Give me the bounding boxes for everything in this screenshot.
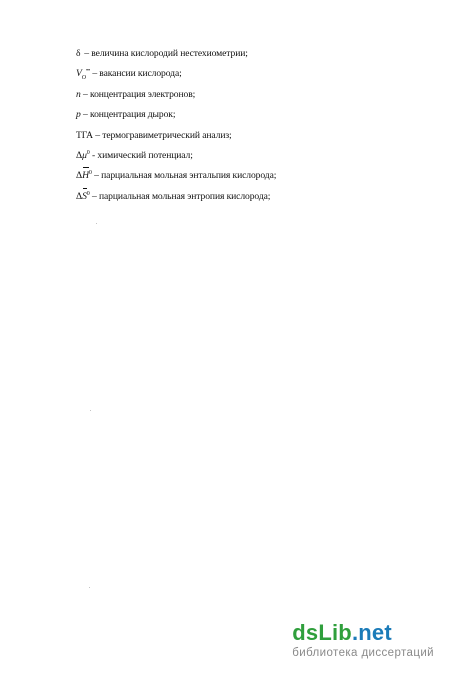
abbreviation-definition: – вакансии кислорода; — [90, 68, 182, 80]
scan-speck — [89, 587, 90, 588]
watermark-logo-part2: .net — [351, 620, 392, 645]
scan-speck — [90, 410, 91, 411]
abbreviation-delta — [76, 44, 436, 64]
abbreviation-tga — [76, 126, 436, 146]
abbreviation-definition: – парциальная мольная энтропия кислорода; — [89, 190, 271, 202]
abbreviation-definition: – концентрация дырок; — [80, 109, 176, 121]
abbreviation-definition: – термогравиметрический анализ; — [93, 129, 232, 141]
abbreviation-symbol: δ — [76, 48, 81, 59]
abbreviation-oxygen-vacancy — [76, 64, 436, 84]
abbreviation-symbol-main: μ — [82, 150, 87, 162]
abbreviation-symbol-prefix: Δ — [76, 170, 83, 182]
abbreviation-symbol: p — [76, 109, 81, 121]
watermark-subtitle: библиотека диссертаций — [292, 647, 434, 659]
abbreviation-definition: - химический потенциал; — [89, 150, 193, 162]
abbreviation-entropy — [76, 187, 436, 207]
abbreviation-list — [76, 44, 436, 207]
abbreviation-definition: – величина кислородий нестехиометрии; — [82, 48, 248, 59]
abbreviation-symbol-prefix: Δ — [76, 190, 83, 202]
abbreviation-enthalpy — [76, 166, 436, 186]
abbreviation-symbol-sup: •• — [86, 68, 91, 75]
abbreviation-definition: – парциальная мольная энтальпия кислорода; — [91, 170, 277, 182]
abbreviation-symbol-sup: 0 — [86, 150, 90, 157]
abbreviation-p — [76, 105, 436, 125]
abbreviation-symbol-main: H — [82, 166, 89, 186]
watermark-logo — [292, 622, 434, 644]
abbreviation-symbol-prefix: Δ — [76, 150, 83, 162]
abbreviation-symbol-sup: 0 — [86, 190, 90, 197]
abbreviation-symbol-main: S — [82, 187, 87, 207]
abbreviation-symbol-sup: 0 — [88, 170, 92, 177]
abbreviation-symbol-sub: O — [81, 75, 86, 82]
abbreviation-chemical-potential — [76, 146, 436, 166]
abbreviation-symbol: ТГА — [76, 129, 93, 141]
abbreviation-symbol-main: V — [76, 68, 82, 80]
watermark-logo-part1: dsLib — [292, 620, 352, 645]
dslib-watermark — [292, 622, 434, 659]
abbreviation-n — [76, 85, 436, 105]
abbreviation-symbol: n — [76, 88, 81, 100]
scan-speck — [96, 223, 97, 224]
abbreviation-definition: – концентрация электронов; — [80, 88, 196, 100]
